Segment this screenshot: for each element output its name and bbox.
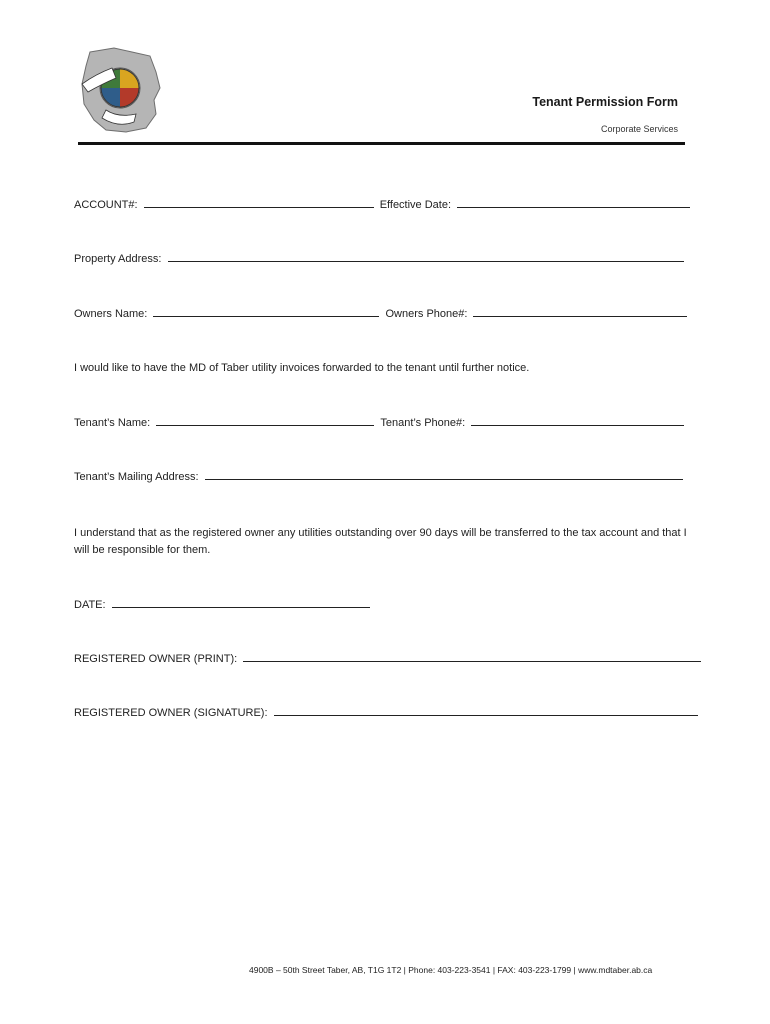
- responsibility-statement: I understand that as the registered owner any utilities outstanding over 90 days will be transferred to the tax account and that I will be responsible for them.: [74, 527, 687, 556]
- footer-contact: 4900B – 50th Street Taber, AB, T1G 1T2 | Phone: 403-223-3541 | FAX: 403-223-1799 | www.mdtaber.ab.ca: [249, 965, 653, 975]
- owner-signature-label: REGISTERED OWNER (SIGNATURE):: [74, 707, 268, 719]
- tenant-name-field[interactable]: [156, 416, 374, 426]
- tenant-mailing-row: [74, 470, 683, 483]
- effective-date-label: Effective Date:: [379, 199, 452, 211]
- account-field[interactable]: [144, 198, 374, 208]
- account-row: [74, 198, 690, 211]
- logo-emblem-icon: [76, 44, 164, 136]
- owner-signature-row: [74, 706, 698, 719]
- tenant-phone-label: Tenant’s Phone#:: [380, 417, 466, 429]
- md-taber-logo: [76, 44, 164, 136]
- property-address-row: [74, 252, 684, 265]
- department-subtitle: Corporate Services: [600, 124, 678, 134]
- account-label: ACCOUNT#:: [74, 199, 138, 211]
- form-title: Tenant Permission Form: [532, 95, 678, 109]
- owner-print-field[interactable]: [243, 652, 701, 662]
- tenant-phone-field[interactable]: [471, 416, 684, 426]
- effective-date-field[interactable]: [457, 198, 690, 208]
- tenant-mailing-label: Tenant’s Mailing Address:: [74, 471, 199, 483]
- owners-name-label: Owners Name:: [74, 308, 148, 320]
- property-address-field[interactable]: [168, 252, 684, 262]
- owner-print-row: [74, 652, 701, 665]
- tenant-row: [74, 416, 684, 429]
- header-divider: [78, 142, 685, 145]
- property-address-label: Property Address:: [74, 253, 162, 265]
- owners-phone-label: Owners Phone#:: [385, 308, 468, 320]
- tenant-name-label: Tenant’s Name:: [74, 417, 151, 429]
- date-label: DATE:: [74, 599, 106, 611]
- owner-row: [74, 307, 687, 320]
- owner-signature-field[interactable]: [274, 706, 698, 716]
- owners-name-field[interactable]: [153, 307, 379, 317]
- owners-phone-field[interactable]: [473, 307, 687, 317]
- forwarding-statement: I would like to have the MD of Taber utility invoices forwarded to the tenant until further notice.: [74, 362, 530, 374]
- date-row: [74, 598, 370, 611]
- owner-print-label: REGISTERED OWNER (PRINT):: [74, 653, 238, 665]
- date-field[interactable]: [112, 598, 370, 608]
- tenant-mailing-field[interactable]: [205, 470, 683, 480]
